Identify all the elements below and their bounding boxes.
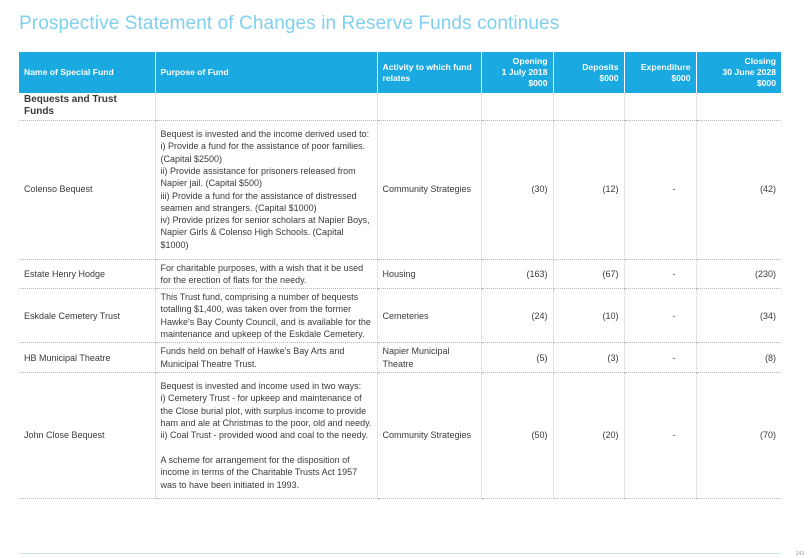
header-opening: Opening 1 July 2018 $000: [481, 52, 553, 93]
page-number: 143: [795, 551, 804, 557]
fund-purpose: Bequest is invested and the income derived used to: i) Provide a fund for the assistance of poor families. (Capital $2500) ii) Provide assistance for prisoners released from Napier jail. (Capital $500) iii) Provide a fund for the assistance of distressed seamen and strangers. (Capital $1000) iv) Provide prizes for senior scholars at Napier Boys, Napier Girls & Colenso High Schools. (Capital $1000): [155, 120, 377, 259]
expenditure-value: -: [624, 259, 696, 289]
expenditure-value: -: [624, 372, 696, 498]
header-closing: Closing 30 June 2028 $000: [696, 52, 781, 93]
opening-value: (50): [481, 372, 553, 498]
section-title: Bequests and Trust Funds: [19, 93, 155, 120]
section-row: [19, 93, 781, 120]
closing-value: (42): [696, 120, 781, 259]
opening-value: (24): [481, 289, 553, 343]
deposits-value: (67): [553, 259, 624, 289]
page-title: Prospective Statement of Changes in Reserve Funds continues: [19, 13, 560, 34]
fund-name: Colenso Bequest: [19, 120, 155, 259]
reserve-funds-table: [19, 52, 781, 499]
closing-value: (8): [696, 343, 781, 373]
fund-name: John Close Bequest: [19, 372, 155, 498]
expenditure-value: -: [624, 289, 696, 343]
fund-name: Eskdale Cemetery Trust: [19, 289, 155, 343]
header-purpose: Purpose of Fund: [155, 52, 377, 93]
closing-value: (34): [696, 289, 781, 343]
deposits-value: (10): [553, 289, 624, 343]
fund-purpose: Funds held on behalf of Hawke's Bay Arts and Municipal Theatre Trust.: [155, 343, 377, 373]
deposits-value: (12): [553, 120, 624, 259]
table-row: [19, 259, 781, 289]
fund-purpose: This Trust fund, comprising a number of bequests totalling $1,400, was taken over from the former Hawke's Bay County Council, and is available for the maintenance and upkeep of the Eskdale Cemetery.: [155, 289, 377, 343]
table-row: [19, 289, 781, 343]
opening-value: (30): [481, 120, 553, 259]
closing-value: (70): [696, 372, 781, 498]
opening-value: (5): [481, 343, 553, 373]
fund-name: HB Municipal Theatre: [19, 343, 155, 373]
fund-purpose: Bequest is invested and income used in two ways: i) Cemetery Trust - for upkeep and maintenance of the Close burial plot, with surplus income to provide ham and ale at Christmas to the poor, old and needy. ii) Coal Trust - provided wood and coal to the needy. A scheme for arrangement for the disposition of income in terms of the Charitable Trusts Act 1957 was to have been initiated in 1993.: [155, 372, 377, 498]
deposits-value: (20): [553, 372, 624, 498]
fund-activity: Community Strategies: [377, 372, 481, 498]
header-expenditure: Expenditure $000: [624, 52, 696, 93]
fund-name: Estate Henry Hodge: [19, 259, 155, 289]
footer-divider: [19, 553, 781, 554]
expenditure-value: -: [624, 343, 696, 373]
header-activity: Activity to which fund relates: [377, 52, 481, 93]
fund-activity: Cemeteries: [377, 289, 481, 343]
fund-purpose: For charitable purposes, with a wish that it be used for the erection of flats for the needy.: [155, 259, 377, 289]
table-row: [19, 120, 781, 259]
fund-activity: Housing: [377, 259, 481, 289]
deposits-value: (3): [553, 343, 624, 373]
opening-value: (163): [481, 259, 553, 289]
fund-activity: Community Strategies: [377, 120, 481, 259]
fund-activity: Napier Municipal Theatre: [377, 343, 481, 373]
header-name: Name of Special Fund: [19, 52, 155, 93]
table-row: [19, 343, 781, 373]
table-row: [19, 372, 781, 498]
table-header-row: [19, 52, 781, 93]
header-deposits: Deposits $000: [553, 52, 624, 93]
expenditure-value: -: [624, 120, 696, 259]
closing-value: (230): [696, 259, 781, 289]
